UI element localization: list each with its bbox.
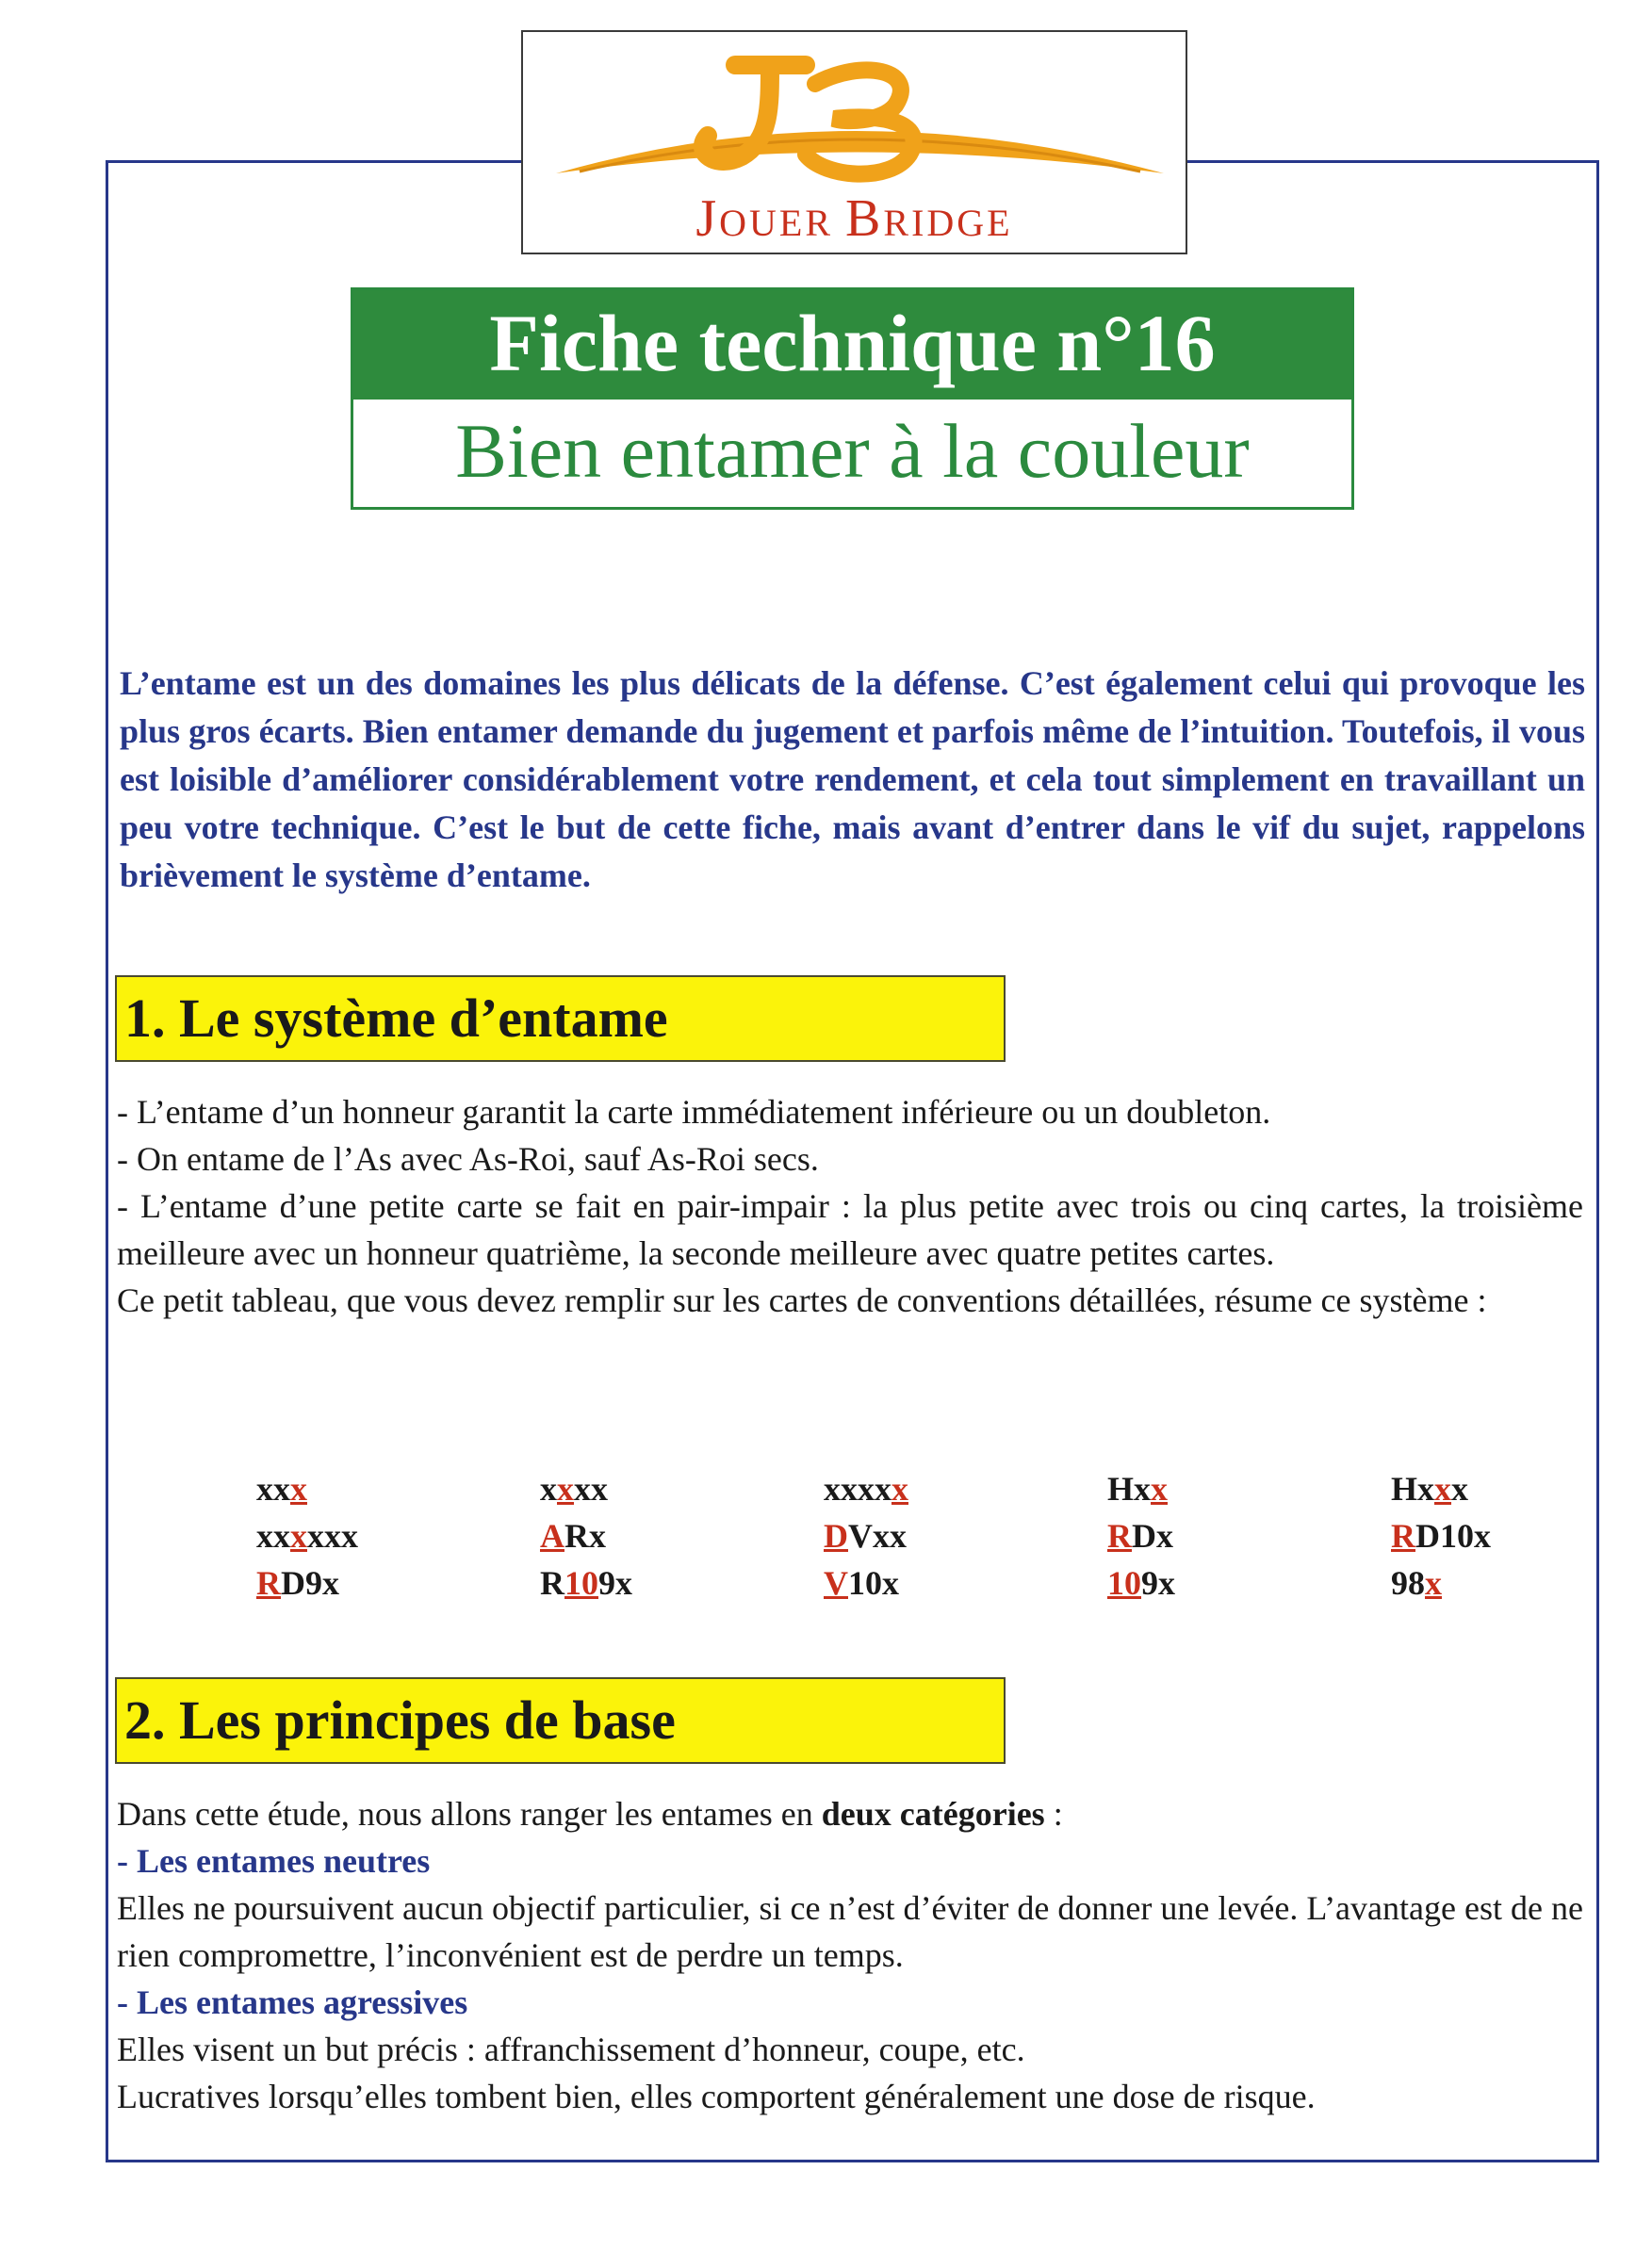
lead-cell: Hxxx xyxy=(1391,1470,1469,1508)
lead-cell: ARx xyxy=(540,1517,606,1555)
lead-card-highlight: x xyxy=(557,1470,574,1508)
lead-cell: 109x xyxy=(1107,1564,1175,1602)
lead-cell: xxxxxx xyxy=(256,1517,358,1555)
section-1-body xyxy=(117,1088,1583,1324)
lead-cell: xxxxx xyxy=(824,1470,908,1508)
lead-card-highlight: x xyxy=(891,1470,908,1508)
paragraph: Elles ne poursuivent aucun objectif particulier, si ce n’est d’éviter de donner une levée. L’avantage est de ne rien compromettre, l’inconvénient est de perdre un temps. xyxy=(117,1889,1583,1974)
intro-paragraph: L’entame est un des domaines les plus délicats de la défense. C’est également celui qui provoque les plus gros écarts. Bien entamer demande du jugement et parfois même de l’intuition. Toutefois, il vous est loisible d’améliorer considérablement votre rendement, et cela tout simplement en travaillant un peu votre technique. C’est le but de cette fiche, mais avant d’entrer dans le vif du sujet, rappelons brièvement le système d’entame. xyxy=(120,664,1585,894)
lead-cell: R109x xyxy=(540,1564,632,1602)
paragraph: - On entame de l’As avec As-Roi, sauf As-Roi secs. xyxy=(117,1140,819,1178)
paragraph: Ce petit tableau, que vous devez remplir sur les cartes de conventions détaillées, résume ce système : xyxy=(117,1281,1487,1319)
neutral-leads-heading: - Les entames neutres xyxy=(117,1842,431,1880)
lead-cell: RDx xyxy=(1107,1517,1173,1555)
lead-card-highlight: R xyxy=(1107,1517,1132,1555)
lead-cell: xxxx xyxy=(540,1470,608,1508)
lead-card-highlight: A xyxy=(540,1517,564,1555)
section-1-heading: 1. Le système d’entame xyxy=(115,975,1006,1062)
lead-card-highlight: x xyxy=(290,1470,307,1508)
lead-card-highlight: 10 xyxy=(564,1564,598,1602)
section-2-heading: 2. Les principes de base xyxy=(115,1677,1006,1764)
lead-card-highlight: R xyxy=(256,1564,281,1602)
paragraph: - L’entame d’une petite carte se fait en pair-impair : la plus petite avec trois ou cinq cartes, la troisième meilleure avec un honneur quatrième, la seconde meilleure avec quatre petites cartes. xyxy=(117,1187,1583,1272)
aggressive-leads-heading: - Les entames agressives xyxy=(117,1983,468,2021)
lead-cell: RD9x xyxy=(256,1564,339,1602)
page-subtitle: Bien entamer à la couleur xyxy=(455,408,1250,494)
lead-card-highlight: x xyxy=(1434,1470,1452,1508)
lead-cell: V10x xyxy=(824,1564,899,1602)
page-title: Fiche technique n°16 xyxy=(353,290,1351,400)
lead-card-highlight: x xyxy=(1151,1470,1169,1508)
lead-cell: 98x xyxy=(1391,1564,1442,1602)
title-box xyxy=(351,287,1354,510)
lead-card-highlight: D xyxy=(824,1517,848,1555)
paragraph: - L’entame d’un honneur garantit la carte immédiatement inférieure ou un doubleton. xyxy=(117,1093,1271,1131)
lead-cell: RD10x xyxy=(1391,1517,1491,1555)
paragraph: Dans cette étude, nous allons ranger les entames en deux catégories : xyxy=(117,1795,1063,1833)
paragraph: Lucratives lorsqu’elles tombent bien, elles comportent généralement une dose de risque. xyxy=(117,2078,1316,2115)
logo-wordmark: JOUER BRIDGE xyxy=(695,189,1013,248)
lead-card-highlight: R xyxy=(1391,1517,1415,1555)
leads-table xyxy=(256,1465,1576,1607)
logo xyxy=(521,30,1187,254)
lead-cell: xxx xyxy=(256,1470,307,1508)
lead-cell: DVxx xyxy=(824,1517,907,1555)
lead-card-highlight: x xyxy=(290,1517,307,1555)
paragraph: Elles visent un but précis : affranchissement d’honneur, coupe, etc. xyxy=(117,2031,1025,2068)
section-2-body xyxy=(117,1790,1583,2120)
lead-card-highlight: x xyxy=(1425,1564,1442,1602)
lead-cell: Hxx xyxy=(1107,1470,1169,1508)
lead-card-highlight: 10 xyxy=(1107,1564,1141,1602)
lead-card-highlight: V xyxy=(824,1564,848,1602)
